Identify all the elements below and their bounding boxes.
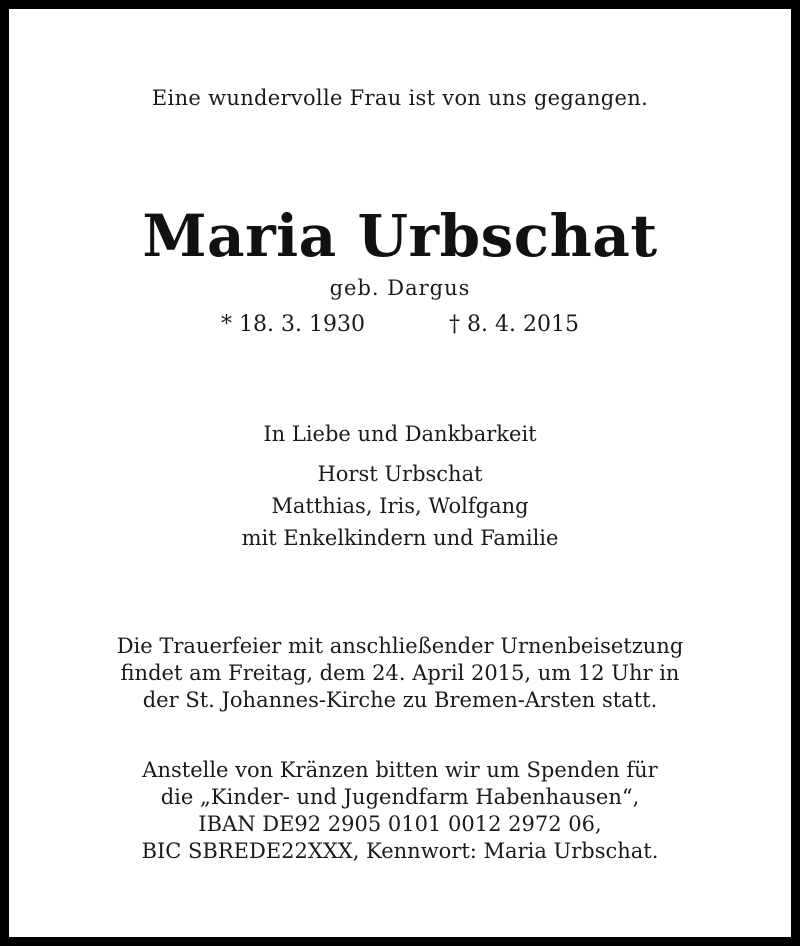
funeral-line: der St. Johannes-Kirche zu Bremen-Arsten statt.	[142, 688, 658, 712]
funeral-line: Die Trauerfeier mit anschließender Urnenbeisetzung	[116, 634, 684, 658]
donation-info	[0, 757, 800, 865]
donation-iban: IBAN DE92 2905 0101 0012 2972 06,	[198, 812, 602, 836]
funeral-line: findet am Freitag, dem 24. April 2015, um 12 Uhr in	[120, 661, 680, 685]
thanks-line: In Liebe und Dankbarkeit	[263, 422, 537, 446]
donation-bic: BIC SBREDE22XXX, Kennwort: Maria Urbschat.	[141, 839, 659, 863]
mourner-line: mit Enkelkindern und Familie	[241, 526, 559, 550]
life-dates	[0, 312, 800, 337]
deceased-name: Maria Urbschat	[142, 202, 658, 270]
funeral-info	[0, 633, 800, 714]
mourner-line: Matthias, Iris, Wolfgang	[271, 494, 529, 518]
donation-line: die „Kinder- und Jugendfarm Habenhausen“,	[160, 785, 640, 809]
mourner-line: Horst Urbschat	[317, 462, 483, 486]
birth-date: * 18. 3. 1930	[221, 312, 365, 337]
intro-text: Eine wundervolle Frau ist von uns gegangen.	[151, 86, 649, 110]
death-date: † 8. 4. 2015	[449, 312, 579, 337]
maiden-name: geb. Dargus	[329, 276, 471, 300]
donation-line: Anstelle von Kränzen bitten wir um Spenden für	[142, 758, 658, 782]
